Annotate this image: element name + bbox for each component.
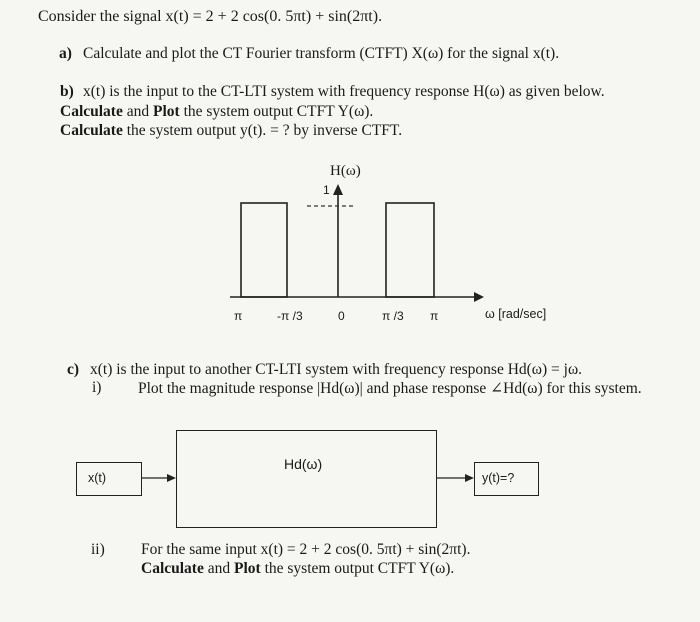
part-c-label: c) (67, 361, 80, 378)
tick-pi: π (430, 309, 439, 323)
part-c-i-label: i) (92, 379, 102, 396)
part-b-line3-rest: the system output y(t). = ? by inverse CTFT. (122, 122, 403, 139)
input-arrow-head (167, 474, 176, 482)
part-c-ii-line2-end: the system output CTFT Y(ω). (260, 560, 455, 577)
peak-label: 1 (323, 183, 330, 197)
part-b-plot: Plot (153, 103, 180, 120)
part-a-label: a) (59, 45, 72, 62)
system-box (176, 430, 437, 528)
tick-pi-3: π /3 (382, 309, 404, 323)
input-label: x(t) (88, 471, 107, 485)
omega-axis-arrow (474, 292, 484, 302)
part-c-i-text: Plot the magnitude response |Hd(ω)| and phase response ∠Hd(ω) for this system. (138, 380, 642, 397)
right-passband (386, 203, 434, 297)
part-b-label: b) (60, 83, 74, 100)
output-arrow-head (465, 474, 474, 482)
problem-intro: Consider the signal x(t) = 2 + 2 cos(0. 5πt) + sin(2πt). (38, 8, 383, 25)
part-b-line2-rest: the system output CTFT Y(ω). (179, 103, 374, 120)
output-label: y(t)=? (482, 471, 515, 485)
part-c-ii-plot: Plot (234, 560, 261, 577)
part-b-and: and (122, 103, 153, 120)
input-box (76, 462, 142, 496)
part-b-calculate-2: Calculate (60, 122, 123, 139)
part-c-ii-calculate: Calculate (141, 560, 204, 577)
part-c-ii-line1: For the same input x(t) = 2 + 2 cos(0. 5πt) + sin(2πt). (141, 541, 471, 558)
left-passband (241, 203, 287, 297)
system-label: Hd(ω) (284, 456, 323, 472)
part-a-text: Calculate and plot the CT Fourier transform (CTFT) X(ω) for the signal x(t). (83, 45, 560, 62)
part-c-ii-label: ii) (91, 541, 105, 558)
part-c-ii-and: and (203, 560, 234, 577)
tick-neg-pi-3: -π /3 (277, 309, 303, 323)
h-axis-arrow (333, 184, 343, 195)
tick-neg-pi: π (234, 309, 243, 323)
part-c-line1: x(t) is the input to another CT-LTI system with frequency response Hd(ω) = jω. (90, 361, 583, 378)
part-c-ii-line2 (141, 560, 454, 578)
part-b-line1: x(t) is the input to the CT-LTI system with frequency response H(ω) as given below. (83, 83, 605, 100)
h-title: H(ω) (330, 163, 361, 179)
tick-zero: 0 (338, 309, 345, 323)
part-b-calculate: Calculate (60, 103, 123, 120)
omega-axis-label: ω [rad/sec] (485, 307, 547, 321)
